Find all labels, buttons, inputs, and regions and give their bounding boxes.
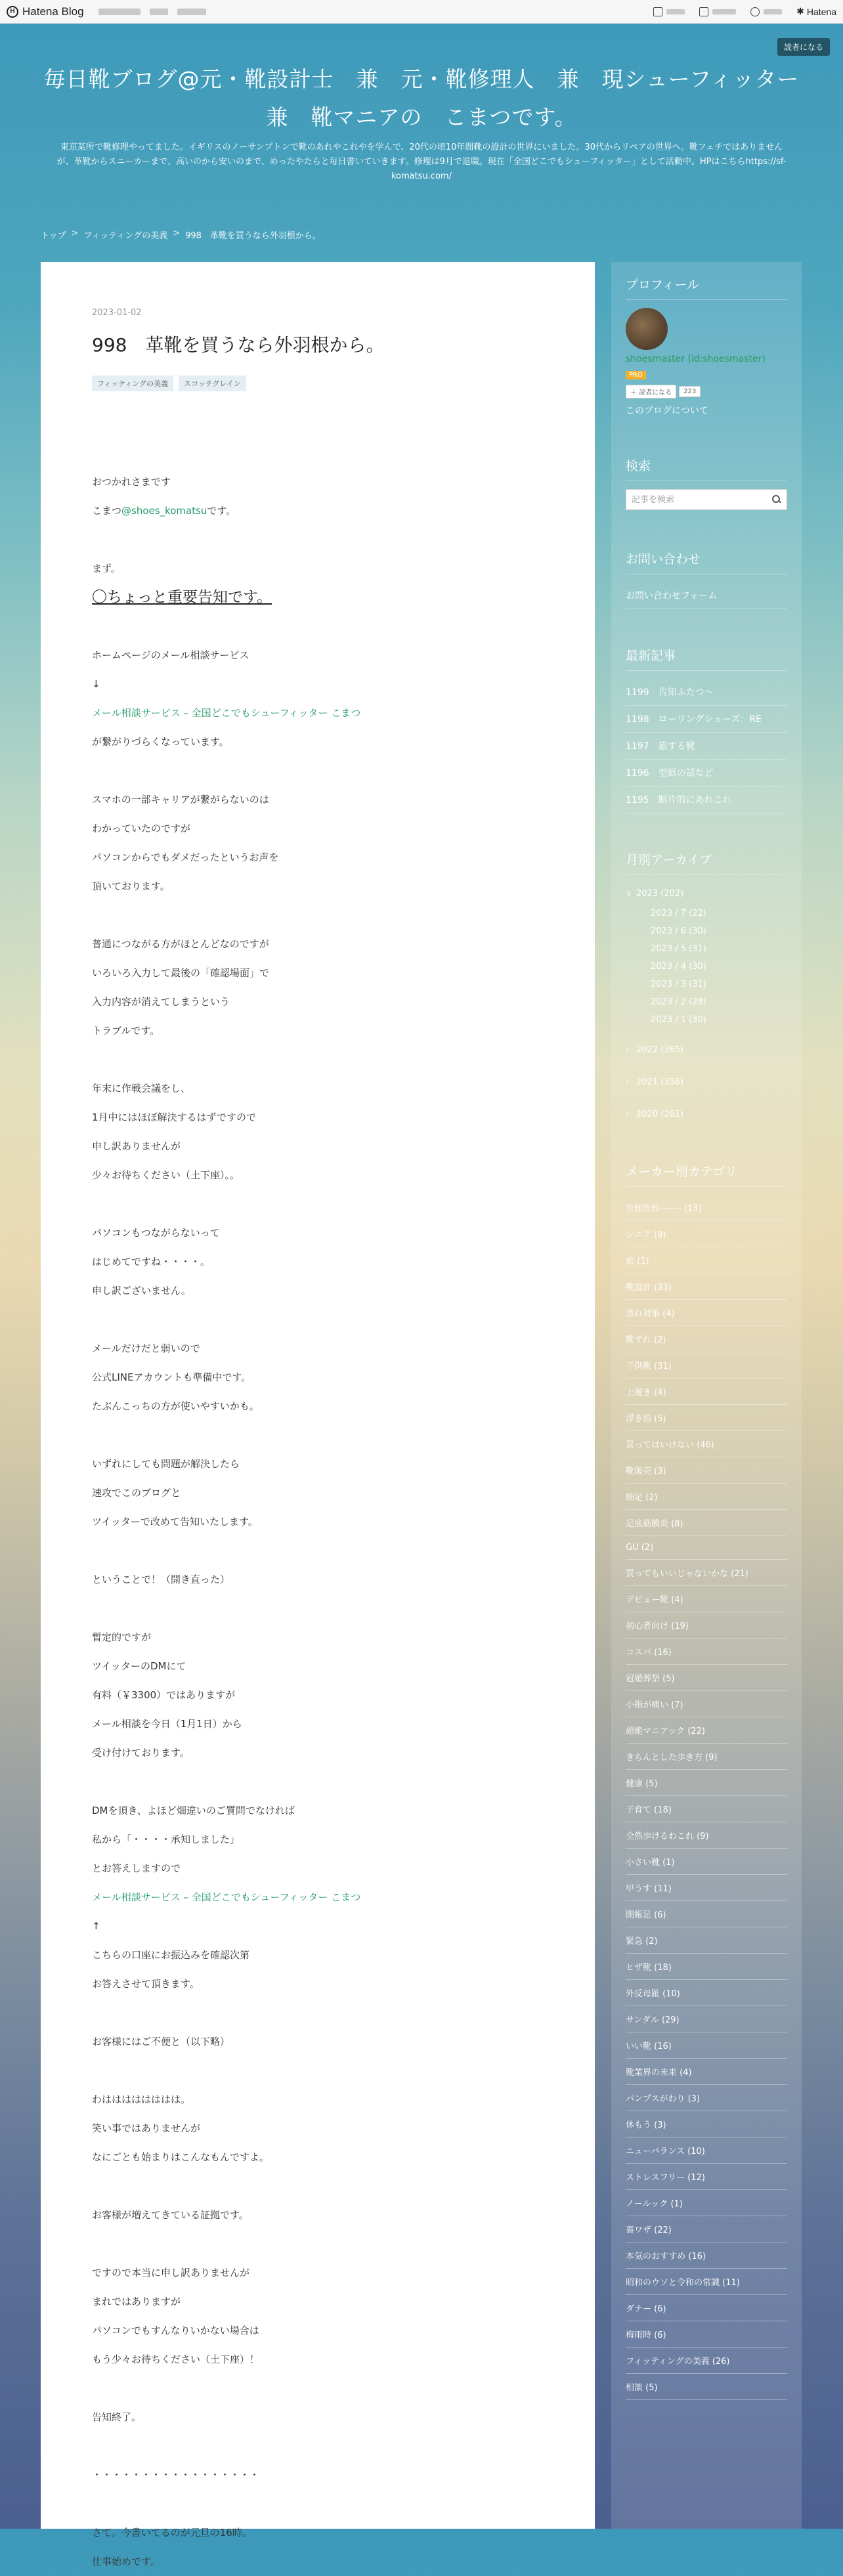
blog-description: 東京某所で靴修理やってました。イギリスのノーサンプトンで靴のあれやこれやを学んで、20代の頃10年間靴の設計の世界にいました。30代からリペアの世界へ。靴フェチではありませんが、革靴からスニーカーまで、高いのから安いのまで、めったやたらと毎日書いていきます。修理は9月で退職。現在「全国どこでもシューフィッター」として活動中。HPはこちらhttps://sf-komatsu.com/: [56, 142, 787, 181]
paragraph-gap: [92, 1305, 542, 1334]
recent-entry-link[interactable]: 1197 旅する靴: [626, 733, 787, 760]
body-line: [92, 2143, 542, 2172]
line-text: ↑: [92, 1920, 100, 1932]
body-line: [92, 1623, 542, 1652]
line-text: トラブルです。: [92, 1025, 160, 1037]
paragraph-gap: [92, 1767, 542, 1796]
about-blog-link[interactable]: このブログについて: [626, 406, 708, 416]
body-line: [92, 670, 542, 698]
pro-badge[interactable]: PRO: [626, 371, 646, 379]
body-line: [92, 1218, 542, 1247]
recent-entry-link[interactable]: 1195 断片的にあれこれ: [626, 786, 787, 813]
archive-heading: 月別アーカイブ: [626, 850, 787, 875]
entry-title[interactable]: 998 革靴を買うなら外羽根から。: [92, 334, 385, 356]
recent-entry-link[interactable]: 1198 ローリングシューズ：RE: [626, 706, 787, 733]
line-text: 速攻でこのブログと: [92, 1487, 181, 1499]
body-line: [92, 467, 542, 496]
recent-entries-list: [626, 679, 787, 813]
category-link[interactable]: 旅 (1): [626, 1247, 787, 1274]
line-text: いずれにしても問題が解決したら: [92, 1458, 240, 1470]
category-link[interactable]: 外反母趾 (10): [626, 1980, 787, 2006]
body-line: [92, 785, 542, 814]
body-line: [92, 1652, 542, 1681]
category-heading: メーカー別カテゴリ: [626, 1162, 787, 1187]
category-link[interactable]: きちんとした歩き方 (9): [626, 1744, 787, 1770]
body-line: [92, 2345, 542, 2374]
category-link[interactable]: 浮き指 (5): [626, 1405, 787, 1431]
line-text: ツイッターのDMにて: [92, 1660, 186, 1672]
hatena-blog-logo[interactable]: [7, 5, 84, 18]
body-line: [92, 1854, 542, 1883]
line-text: たぶんこっちの方が使いやすいかも。: [92, 1400, 259, 1412]
document-icon: [699, 7, 708, 16]
body-line: [92, 1738, 542, 1767]
paragraph-gap: [92, 1190, 542, 1218]
breadcrumb-current: 998 革靴を買うなら外羽根から。: [185, 231, 321, 241]
blog-title[interactable]: 毎日靴ブログ@元・靴設計士 兼 元・靴修理人 兼 現シューフィッター 兼 靴マニアの こまつです。: [43, 66, 822, 130]
recent-heading: 最新記事: [626, 646, 787, 671]
breadcrumb-separator: >: [173, 228, 181, 238]
body-line: [92, 1132, 542, 1161]
body-line: [92, 1883, 542, 1912]
category-link[interactable]: デビュー靴 (4): [626, 1586, 787, 1612]
line-text: もう少々お待ちください（土下座）！: [92, 2353, 260, 2365]
paragraph-gap: [92, 2056, 542, 2085]
category-link[interactable]: 靴ずれ (2): [626, 1326, 787, 1352]
body-link[interactable]: メール相談サービス – 全国どこでもシューフィッター こまつ: [92, 707, 361, 719]
header-link-3[interactable]: [177, 9, 206, 15]
header-placeholder-links: [98, 9, 206, 15]
line-text: 笑い事ではありませんが: [92, 2122, 201, 2134]
body-line: [92, 641, 542, 670]
body-line: [92, 1825, 542, 1854]
body-line: [92, 843, 542, 872]
line-text: こちらの口座にお振込みを確認次第: [92, 1949, 250, 1961]
archive-spacer: [626, 1029, 787, 1039]
entry-tag[interactable]: フィッティングの美義: [92, 376, 173, 391]
line-text: 普通につながる方がほとんどなのですが: [92, 938, 269, 950]
body-line: [92, 1334, 542, 1363]
category-link[interactable]: 蒸れ対策 (4): [626, 1300, 787, 1326]
user-icon: [750, 7, 760, 16]
body-line: [92, 1247, 542, 1276]
category-link[interactable]: 子供靴 (31): [626, 1352, 787, 1379]
body-line: [92, 1074, 542, 1103]
entry-date[interactable]: 2023-01-02: [92, 308, 142, 318]
line-text: わかっていたのですが: [92, 823, 191, 834]
body-line: [92, 1449, 542, 1478]
paragraph-gap: [92, 2229, 542, 2258]
category-link[interactable]: 靴販売 (3): [626, 1457, 787, 1484]
line-text: 申し訳ございません。: [92, 1285, 191, 1297]
body-line: [92, 1392, 542, 1421]
body-line: [92, 1941, 542, 1969]
body-line: [92, 2027, 542, 2056]
paragraph-gap: [92, 756, 542, 785]
body-line: [92, 1016, 542, 1045]
notice-heading: [92, 583, 542, 612]
line-text: ホームページのメール相談サービス: [92, 649, 249, 661]
archive-month-link[interactable]: 2023 / 7 (22): [651, 909, 706, 918]
archive-month-link[interactable]: 2023 / 6 (30): [651, 926, 706, 936]
body-line: [92, 1709, 542, 1738]
category-link[interactable]: 梅雨時 (6): [626, 2321, 787, 2348]
archive-year[interactable]: [626, 1104, 787, 1125]
search-input[interactable]: [632, 495, 772, 505]
line-text: DMを頂き、よほど畑違いのご質問でなければ: [92, 1805, 295, 1816]
avatar[interactable]: [626, 308, 668, 350]
archive-month-link[interactable]: 2023 / 1 (30): [651, 1015, 706, 1025]
line-text: ↓: [92, 678, 100, 690]
category-link[interactable]: 靴設計 (33): [626, 1274, 787, 1300]
profile-name[interactable]: shoesmaster (id:shoesmaster): [626, 354, 766, 364]
category-link[interactable]: シニア (9): [626, 1221, 787, 1247]
chevron-right-icon[interactable]: ›: [626, 1045, 630, 1055]
category-link[interactable]: 超絶マニアック (22): [626, 1717, 787, 1744]
line-text: が繋がりづらくなっています。: [92, 736, 229, 748]
body-line: [92, 2200, 542, 2229]
paragraph-gap: [92, 439, 542, 467]
category-link[interactable]: 細足 (2): [626, 1484, 787, 1510]
logo-text: Hatena Blog: [22, 5, 84, 18]
paragraph-gap: [92, 901, 542, 930]
line-text: 〇ちょっと重要告知です。: [92, 589, 272, 606]
archive-year-label[interactable]: 2021 (356): [636, 1077, 684, 1087]
chevron-down-icon[interactable]: ∨: [626, 889, 632, 899]
subscriber-count[interactable]: 223: [679, 386, 701, 397]
body-line: [92, 1507, 542, 1536]
category-link[interactable]: 上履き (4): [626, 1379, 787, 1405]
line-text: わはははははははは。: [92, 2093, 191, 2105]
recent-entry-link[interactable]: 1199 告知ふたつ〜: [626, 679, 787, 706]
body-line: [92, 1161, 542, 1190]
line-text: 告知終了。: [92, 2411, 142, 2423]
line-text: 申し訳ありませんが: [92, 1140, 181, 1152]
category-link[interactable]: 小指が痛い (7): [626, 1691, 787, 1717]
entry-article: [41, 262, 595, 2567]
line-text: 仕事始めです。: [92, 2556, 160, 2567]
line-text: パソコンでもすんなりいかない場合は: [92, 2325, 259, 2336]
category-link[interactable]: 初心者向け (19): [626, 1612, 787, 1639]
breadcrumb: [41, 228, 321, 241]
line-text: 受け付けております。: [92, 1747, 190, 1759]
category-link[interactable]: 告知告知‐‐‐‐‐‐‐ (13): [626, 1195, 787, 1221]
header-link-1[interactable]: [98, 9, 140, 15]
category-link[interactable]: フィッティングの美義 (26): [626, 2348, 787, 2374]
global-header: [0, 0, 843, 24]
body-line: [92, 1912, 542, 1941]
breadcrumb-separator: >: [71, 228, 79, 238]
body-line: [92, 987, 542, 1016]
body-line: [92, 554, 542, 583]
body-line: [92, 2518, 542, 2547]
line-text: メールだけだと弱いので: [92, 1342, 200, 1354]
line-text: お客様にはご不便と（以下略）: [92, 2036, 230, 2048]
line-text: おつかれさまです: [92, 476, 171, 488]
search-icon[interactable]: [772, 495, 781, 504]
body-line: [92, 2258, 542, 2287]
breadcrumb-category[interactable]: フィッティングの美義: [83, 231, 168, 241]
archive-spacer: [626, 1061, 787, 1071]
line-text: 1月中にはほぼ解決するはずですので: [92, 1111, 256, 1123]
paragraph-gap: [92, 612, 542, 641]
line-text: ですので本当に申し訳ありませんが: [92, 2267, 250, 2279]
category-link[interactable]: 相談 (5): [626, 2374, 787, 2400]
archive-spacer: [626, 1093, 787, 1104]
paragraph-gap: [92, 2432, 542, 2460]
category-link[interactable]: 足底筋膜炎 (8): [626, 1510, 787, 1536]
category-link[interactable]: いい靴 (16): [626, 2032, 787, 2059]
body-link[interactable]: @shoes_komatsu: [121, 505, 207, 517]
entry-body: [92, 439, 542, 2576]
archive-month-link[interactable]: 2023 / 5 (31): [651, 944, 706, 954]
body-line: [92, 698, 542, 727]
profile-subscribe-button[interactable]: ＋ 読者になる: [626, 385, 676, 398]
archive-year-label[interactable]: 2020 (261): [636, 1109, 684, 1119]
archive-year[interactable]: [626, 1039, 787, 1061]
paragraph-gap: [92, 1998, 542, 2027]
line-text: パソコンもつながらないって: [92, 1227, 220, 1239]
chevron-right-icon[interactable]: ›: [626, 1109, 630, 1119]
plus-icon: ＋: [630, 389, 637, 397]
body-line: [92, 1681, 542, 1709]
category-link[interactable]: 子育て (18): [626, 1796, 787, 1822]
category-link[interactable]: 冠婚葬祭 (5): [626, 1665, 787, 1691]
category-link[interactable]: 本気のおすすめ (16): [626, 2243, 787, 2269]
paragraph-gap: [92, 1594, 542, 1623]
body-line: [92, 930, 542, 958]
hatena-logo-icon: H: [7, 6, 18, 18]
line-text: まず。: [92, 563, 121, 574]
body-line: [92, 727, 542, 756]
body-line: [92, 2403, 542, 2432]
write-post-button[interactable]: [653, 7, 685, 16]
body-line: [92, 1276, 542, 1305]
line-text: なにごとも始まりはこんなもんですよ。: [92, 2151, 270, 2163]
recent-entry-link[interactable]: 1196 型紙の話など: [626, 760, 787, 786]
user-menu-button[interactable]: [750, 7, 782, 16]
category-link[interactable]: パンプスがわり (3): [626, 2085, 787, 2111]
line-text: ・・・・・・・・・・・・・・・・・: [92, 2469, 260, 2481]
category-link[interactable]: ノールック (1): [626, 2190, 787, 2216]
contact-form-link[interactable]: お問い合わせフォーム: [626, 582, 787, 609]
profile-heading: プロフィール: [626, 275, 787, 300]
line-text: 少々お待ちください（土下座）。。: [92, 1169, 240, 1181]
line-text: ツイッターで改めて告知いたします。: [92, 1516, 258, 1528]
my-blogs-button[interactable]: [699, 7, 736, 16]
category-link[interactable]: 小さい靴 (1): [626, 1849, 787, 1875]
paragraph-gap: [92, 525, 542, 554]
category-link[interactable]: ストレスフリー (12): [626, 2164, 787, 2190]
body-line: [92, 958, 542, 987]
archive-year-label[interactable]: 2023 (202): [636, 889, 684, 899]
body-line: [92, 2287, 542, 2316]
category-link[interactable]: 健康 (5): [626, 1770, 787, 1796]
archive-year[interactable]: [626, 883, 787, 905]
body-line: [92, 1103, 542, 1132]
body-line: [92, 2460, 542, 2489]
body-line: [92, 2085, 542, 2114]
line-text: 有料（￥3300）ではありますが: [92, 1689, 236, 1701]
category-link[interactable]: ヒザ靴 (18): [626, 1954, 787, 1980]
entry-tags: [92, 376, 542, 391]
category-link[interactable]: ニューバランス (10): [626, 2137, 787, 2164]
header-link-2[interactable]: [150, 9, 168, 15]
body-line: [92, 2316, 542, 2345]
archive-year-label[interactable]: 2022 (365): [636, 1045, 684, 1055]
archive-year[interactable]: [626, 1071, 787, 1093]
line-text: 暫定的ですが: [92, 1631, 152, 1643]
paragraph-gap: [92, 1421, 542, 1449]
body-line: [92, 814, 542, 843]
category-link[interactable]: 甲うす (11): [626, 1875, 787, 1901]
body-link[interactable]: メール相談サービス – 全国どこでもシューフィッター こまつ: [92, 1891, 361, 1903]
paragraph-gap: [92, 2489, 542, 2518]
category-list: [626, 1195, 787, 2400]
archive-month-link[interactable]: 2023 / 4 (30): [651, 962, 706, 972]
paragraph-gap: [92, 2172, 542, 2200]
paragraph-gap: [92, 1045, 542, 1074]
body-line: [92, 1969, 542, 1998]
body-line: [92, 1565, 542, 1594]
pencil-icon: [653, 7, 662, 16]
line-text: お答えさせて頂きます。: [92, 1978, 200, 1990]
body-line: [92, 2114, 542, 2143]
body-line: [92, 2547, 542, 2576]
line-text: お客様が増えてきている証拠です。: [92, 2209, 249, 2221]
search-heading: 検索: [626, 456, 787, 481]
body-line: [92, 1478, 542, 1507]
hatena-brand-icon: ✱: [796, 6, 804, 16]
paragraph-gap: [92, 1536, 542, 1565]
sidebar: [611, 262, 802, 2529]
category-link[interactable]: 休もう (3): [626, 2111, 787, 2137]
category-link[interactable]: 全然歩けるわこれ (9): [626, 1822, 787, 1849]
body-line: [92, 496, 542, 525]
line-text: とお答えしますので: [92, 1862, 181, 1874]
line-text: です。: [207, 505, 236, 517]
body-line: [92, 872, 542, 901]
line-text: こまつ: [92, 505, 122, 517]
category-link[interactable]: 裏ワザ (22): [626, 2216, 787, 2243]
line-text: はじめてですね・・・・。: [92, 1256, 211, 1268]
category-link[interactable]: ダナー (6): [626, 2295, 787, 2321]
line-text: 公式LINEアカウントも準備中です。: [92, 1371, 251, 1383]
category-link[interactable]: 昭和のウソと令和の常識 (11): [626, 2269, 787, 2295]
archive-list: [626, 883, 787, 1125]
contact-heading: お問い合わせ: [626, 549, 787, 574]
line-text: いろいろ入力して最後の「確認場面」で: [92, 967, 270, 979]
line-text: さて。今書いてるのが元旦の16時。: [92, 2527, 252, 2539]
category-link[interactable]: 緊急 (2): [626, 1927, 787, 1954]
category-link[interactable]: 靴業界の未来 (4): [626, 2059, 787, 2085]
body-line: [92, 1796, 542, 1825]
body-line: [92, 1363, 542, 1392]
entry-tag[interactable]: スコッチグレイン: [179, 376, 246, 391]
line-text: 入力内容が消えてしまうという: [92, 996, 230, 1008]
category-link[interactable]: GU (2): [626, 1536, 787, 1560]
archive-month-link[interactable]: 2023 / 3 (31): [651, 979, 706, 989]
archive-month-link[interactable]: 2023 / 2 (28): [651, 997, 706, 1007]
hatena-brand-link[interactable]: ✱ Hatena: [796, 6, 836, 17]
category-link[interactable]: 買ってもいいじゃないかな (21): [626, 1560, 787, 1586]
line-text: スマホの一部キャリアが繋がらないのは: [92, 794, 269, 805]
chevron-right-icon[interactable]: ›: [626, 1077, 630, 1087]
category-link[interactable]: 開帳足 (6): [626, 1901, 787, 1927]
line-text: 年末に作戦会議をし、: [92, 1083, 191, 1094]
line-text: メール相談を今日（1月1日）から: [92, 1718, 242, 1730]
line-text: まれではありますが: [92, 2296, 181, 2308]
category-link[interactable]: 買ってはいけない (46): [626, 1431, 787, 1457]
line-text: 私から「・・・・承知しました」: [92, 1834, 240, 1845]
search-box: [626, 489, 787, 510]
paragraph-gap: [92, 2374, 542, 2403]
line-text: 頂いております。: [92, 880, 170, 892]
category-link[interactable]: コスパ (16): [626, 1639, 787, 1665]
line-text: パソコンからでもダメだったというお声を: [92, 851, 279, 863]
subscribe-button[interactable]: 読者になる: [777, 38, 830, 56]
line-text: ということで！（開き直った）: [92, 1574, 230, 1585]
breadcrumb-top[interactable]: トップ: [41, 231, 66, 241]
category-link[interactable]: サンダル (29): [626, 2006, 787, 2032]
